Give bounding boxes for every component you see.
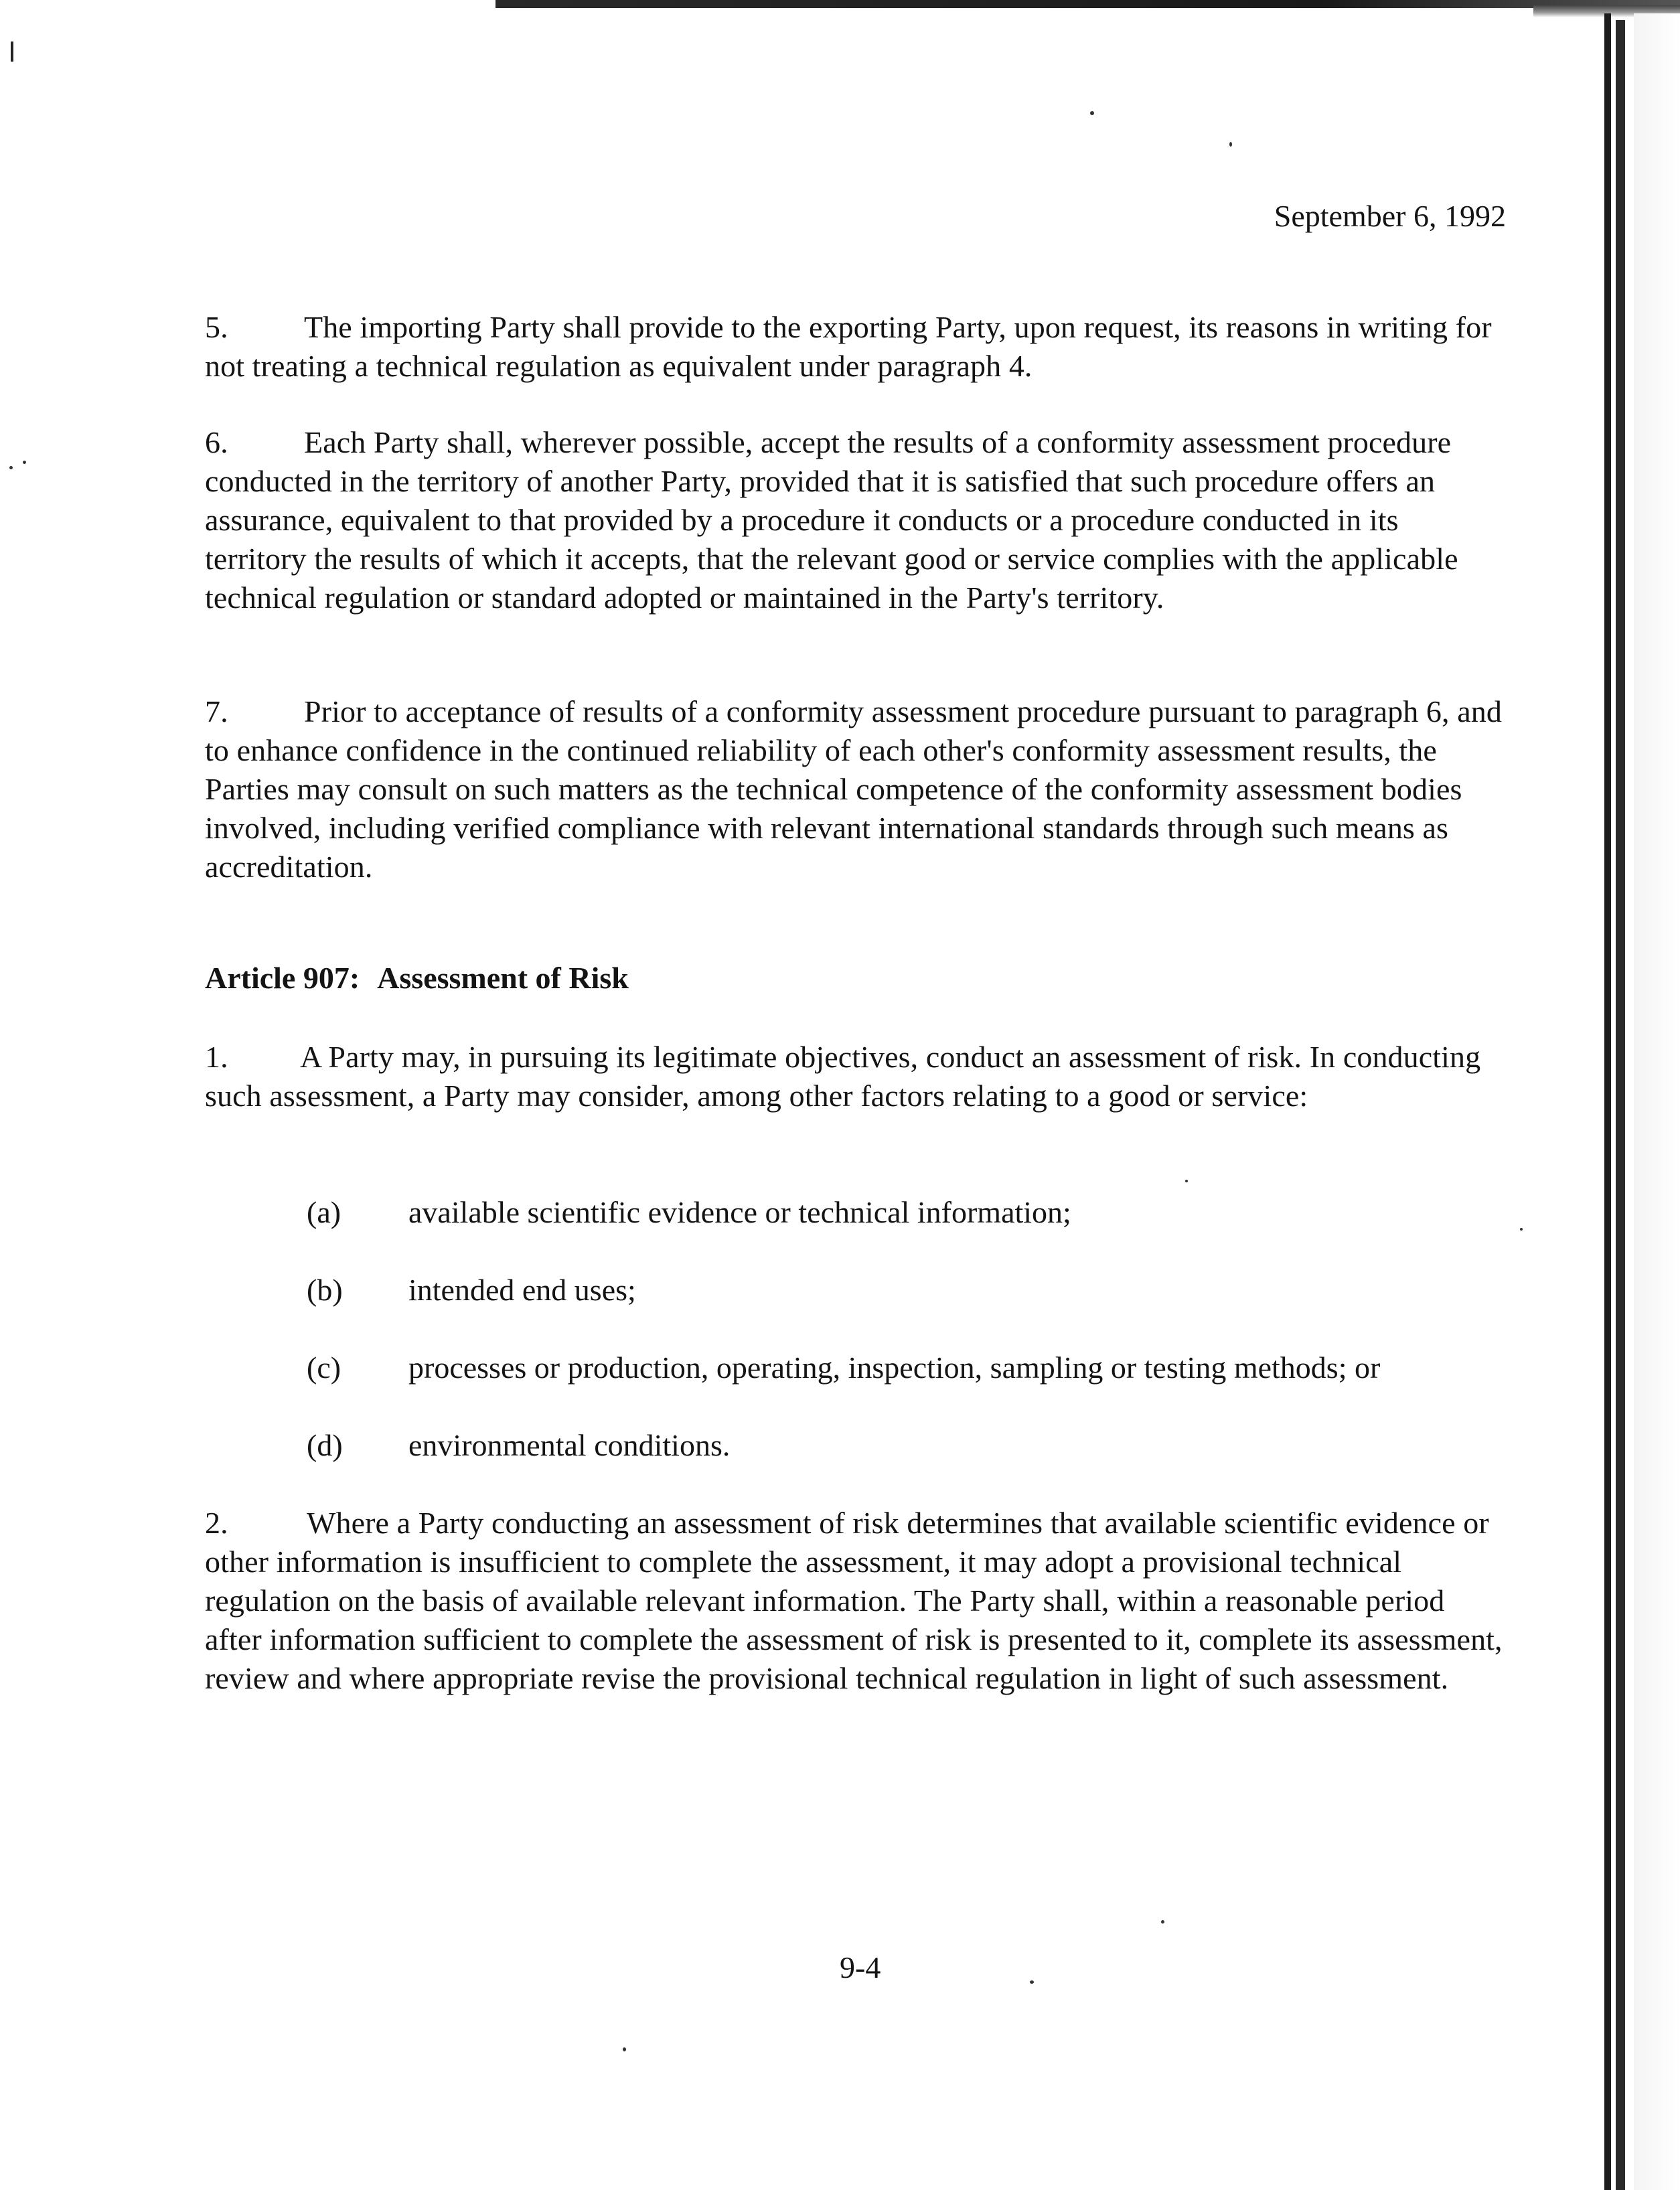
paragraph-text: A Party may, in pursuing its legitimate objectives, conduct an assessment of risk. In conducting such assessment, a Party may consider, among other factors relating to a good or service: [205,1040,1481,1113]
paragraph-number: 5. [205,310,228,344]
scan-edge-right-inner [1616,20,1625,2190]
paragraph-number: 6. [205,425,228,459]
list-item-d [307,1426,730,1465]
list-item-text: environmental conditions. [408,1428,731,1462]
list-item-label: (d) [307,1428,343,1462]
list-item-label: (b) [307,1273,343,1307]
paragraph-5 [205,308,1504,386]
scan-speck [623,2047,626,2051]
list-item-a [307,1193,1071,1232]
article-title: Assessment of Risk [377,961,629,995]
paragraph-number: 1. [205,1040,228,1074]
scan-edge-top [495,0,1680,8]
scan-speck [1161,1920,1164,1924]
article-heading [205,960,629,996]
article-paragraph-2 [205,1504,1504,1698]
document-date: September 6, 1992 [1274,199,1506,233]
list-item-text: available scientific evidence or technical information; [408,1195,1071,1229]
scan-speck [9,466,13,469]
list-item-b [307,1271,636,1310]
paragraph-6 [205,423,1504,617]
list-item-label: (c) [307,1350,341,1385]
scan-speck [1030,1980,1034,1984]
paragraph-text: Where a Party conducting an assessment of risk determines that available scientific evidence or other information is insufficient to complete the assessment, it may adopt a provisional technical regulation on the basis of available relevant information. The Party shall, within a reasonable period after information sufficient to complete the assessment of risk is presented to it, complete its assessment, review and where appropriate revise the provisional technical regulation in light of such assessment. [205,1506,1503,1695]
paragraph-text: Each Party shall, wherever possible, accept the results of a conformity assessment procedure conducted in the territory of another Party, provided that it is satisfied that such procedure offers an assurance, equivalent to that provided by a procedure it conducts or a procedure conducted in its territory the results of which it accepts, that the relevant good or service complies with the applicable technical regulation or standard adopted or maintained in the Party's territory. [205,425,1458,615]
page-number: 9-4 [840,1950,881,1984]
scan-edge-right-margin [1634,13,1680,2190]
list-item-c [307,1348,1380,1387]
scan-speck [1229,142,1232,147]
list-item-text: intended end uses; [408,1273,636,1307]
list-item-text: processes or production, operating, inspection, sampling or testing methods; or [408,1350,1381,1385]
scan-speck [1185,1180,1188,1182]
article-label: Article 907: [205,961,360,995]
scan-edge-right [1604,13,1611,2190]
paragraph-number: 7. [205,694,228,728]
article-paragraph-1 [205,1038,1504,1115]
list-item-label: (a) [307,1195,341,1229]
scan-mark-left [11,42,13,62]
paragraph-text: Prior to acceptance of results of a conformity assessment procedure pursuant to paragraph 6, and to enhance confidence in the continued reliability of each other's conformity assessment results, the Parties may consult on such matters as the technical competence of the conformity assessment bodies involved, including verified compliance with relevant international standards through such means as accreditation. [205,694,1502,884]
paragraph-number: 2. [205,1506,228,1540]
paragraph-7 [205,692,1504,886]
scan-speck [23,461,26,464]
scan-speck [1520,1228,1523,1231]
paragraph-text: The importing Party shall provide to the exporting Party, upon request, its reasons in writing for not treating a technical regulation as equivalent under paragraph 4. [205,310,1492,383]
scan-speck [1090,111,1094,115]
